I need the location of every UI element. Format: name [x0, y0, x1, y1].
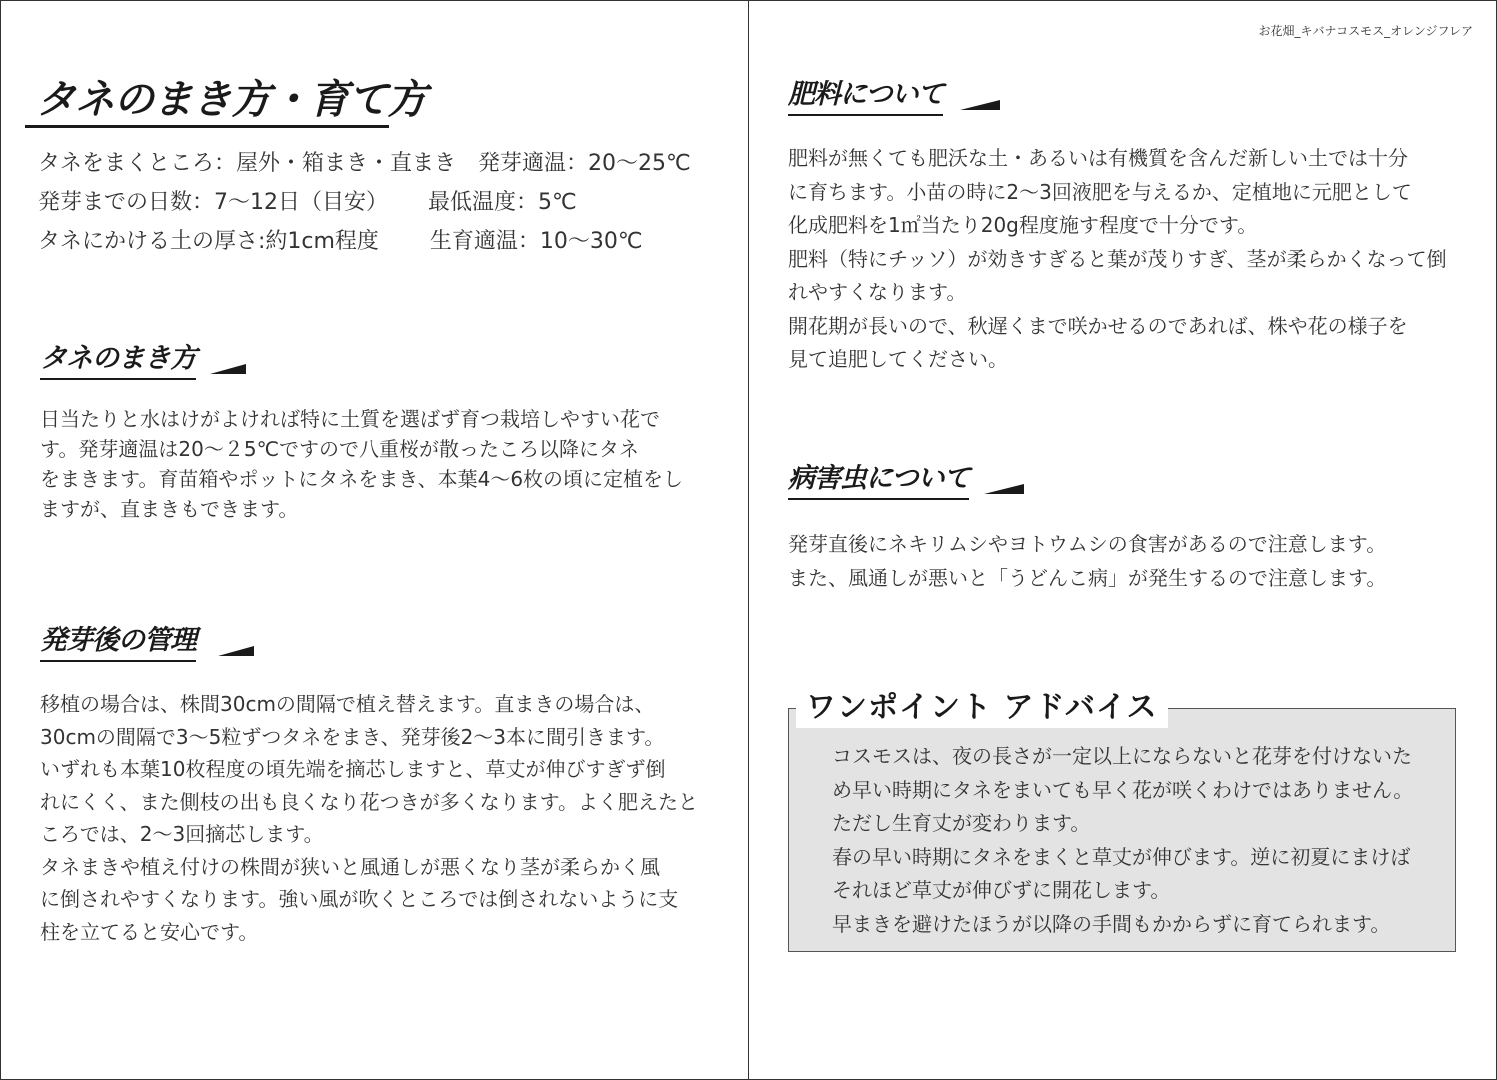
paragraph-line: 柱を立てると安心です。 — [40, 919, 259, 944]
paragraph-line: 日当たりと水はけがよければ特に土質を選ばず育つ栽培しやすい花で — [40, 407, 660, 431]
paragraph-line: それほど草丈が伸びずに開花します。 — [832, 878, 1171, 902]
advice-title-rule — [1138, 708, 1456, 709]
paragraph-line: め早い時期にタネをまいても早く花が咲くわけではありません。 — [832, 777, 1414, 802]
paragraph-line: 見て追肥してください。 — [788, 347, 1008, 371]
section-heading-care-text: 発芽後の管理 — [40, 622, 196, 662]
advice-paragraph — [832, 740, 1413, 941]
sowing-paragraph — [40, 404, 683, 524]
paragraph-line: す。発芽適温は20～２5℃ですので八重桜が散ったころ以降にタネ — [40, 437, 640, 461]
advice-title: ワンポイント アドバイス — [796, 688, 1168, 728]
paragraph-line: コスモスは、夜の長さが一定以上にならないと花芽を付けないた — [832, 744, 1412, 768]
section-heading-fertilizer-text: 肥料について — [788, 76, 943, 116]
paragraph-line: れやすくなります。 — [788, 280, 967, 304]
paragraph-line: ますが、直まきもできます。 — [40, 497, 299, 521]
heading-wedge — [218, 646, 254, 656]
paragraph-line: に倒されやすくなります。強い風が吹くところでは倒されないように支 — [40, 887, 679, 911]
paragraph-line: 移植の場合は、株間30cmの間隔で植え替えます。直まきの場合は、 — [40, 692, 655, 716]
info-row-germination-days: 発芽までの日数：7～12日（目安） 最低温度：5℃ — [38, 190, 577, 215]
pests-paragraph — [788, 528, 1386, 595]
info-row-soil-thickness: タネにかける土の厚さ:約1cm程度 生育適温：10～30℃ — [38, 229, 643, 254]
center-divider — [748, 0, 749, 1080]
section-heading-pests — [788, 460, 1024, 500]
info-row-sowing-place: タネをまくところ：屋外・箱まき・直まき 発芽適温：20～25℃ — [38, 151, 691, 176]
heading-wedge — [210, 364, 246, 374]
section-heading-sowing-text: タネのまき方 — [40, 340, 196, 380]
section-heading-sowing — [40, 340, 246, 380]
paragraph-line: をまきます。育苗箱やポットにタネをまき、本葉4～6枚の頃に定植をし — [40, 467, 684, 491]
section-heading-care — [40, 622, 254, 662]
paragraph-line: タネまきや植え付けの株間が狭いと風通しが悪くなり茎が柔らかく風 — [40, 854, 660, 879]
main-title-underline — [25, 125, 389, 128]
paragraph-line: れにくく、また側枝の出も良くなり花つきが多くなります。よく肥えたと — [40, 789, 698, 814]
paragraph-line: いずれも本葉10枚程度の頃先端を摘芯しますと、草丈が伸びすぎず倒 — [40, 757, 666, 781]
paragraph-line: 発芽直後にネキリムシやヨトウムシの食害があるので注意します。 — [788, 532, 1387, 556]
paragraph-line: ころでは、2～3回摘芯します。 — [40, 822, 324, 846]
paragraph-line: 化成肥料を1㎡当たり20g程度施す程度で十分です。 — [788, 213, 1258, 237]
paragraph-line: 開花期が長いので、秋遅くまで咲かせるのであれば、株や花の様子を — [788, 313, 1408, 338]
fertilizer-paragraph — [788, 142, 1447, 377]
section-heading-pests-text: 病害虫について — [788, 460, 969, 500]
paragraph-line: 春の早い時期にタネをまくと草丈が伸びます。逆に初夏にまけば — [832, 844, 1411, 869]
paragraph-line: また、風通しが悪いと「うどんこ病」が発生するので注意します。 — [788, 565, 1387, 590]
heading-wedge — [984, 484, 1024, 494]
paragraph-line: ただし生育丈が変わります。 — [832, 811, 1091, 835]
heading-wedge — [960, 100, 1000, 110]
section-heading-fertilizer — [788, 76, 1002, 116]
care-paragraph — [40, 688, 698, 948]
paragraph-line: 30cmの間隔で3～5粒ずつタネをまき、発芽後2～3本に間引きます。 — [40, 724, 665, 749]
paragraph-line: に育ちます。小苗の時に2～3回液肥を与えるか、定植地に元肥として — [788, 179, 1412, 204]
paragraph-line: 肥料（特にチッソ）が効きすぎると葉が茂りすぎ、茎が柔らかくなって倒 — [788, 246, 1447, 271]
main-title: タネのまき方・育て方 — [36, 77, 426, 123]
header-label: お花畑_キバナコスモス_オレンジフレア — [1258, 24, 1473, 38]
paragraph-line: 早まきを避けたほうが以降の手間もかからずに育てられます。 — [832, 911, 1391, 936]
paragraph-line: 肥料が無くても肥沃な土・あるいは有機質を含んだ新しい土では十分 — [788, 146, 1408, 170]
